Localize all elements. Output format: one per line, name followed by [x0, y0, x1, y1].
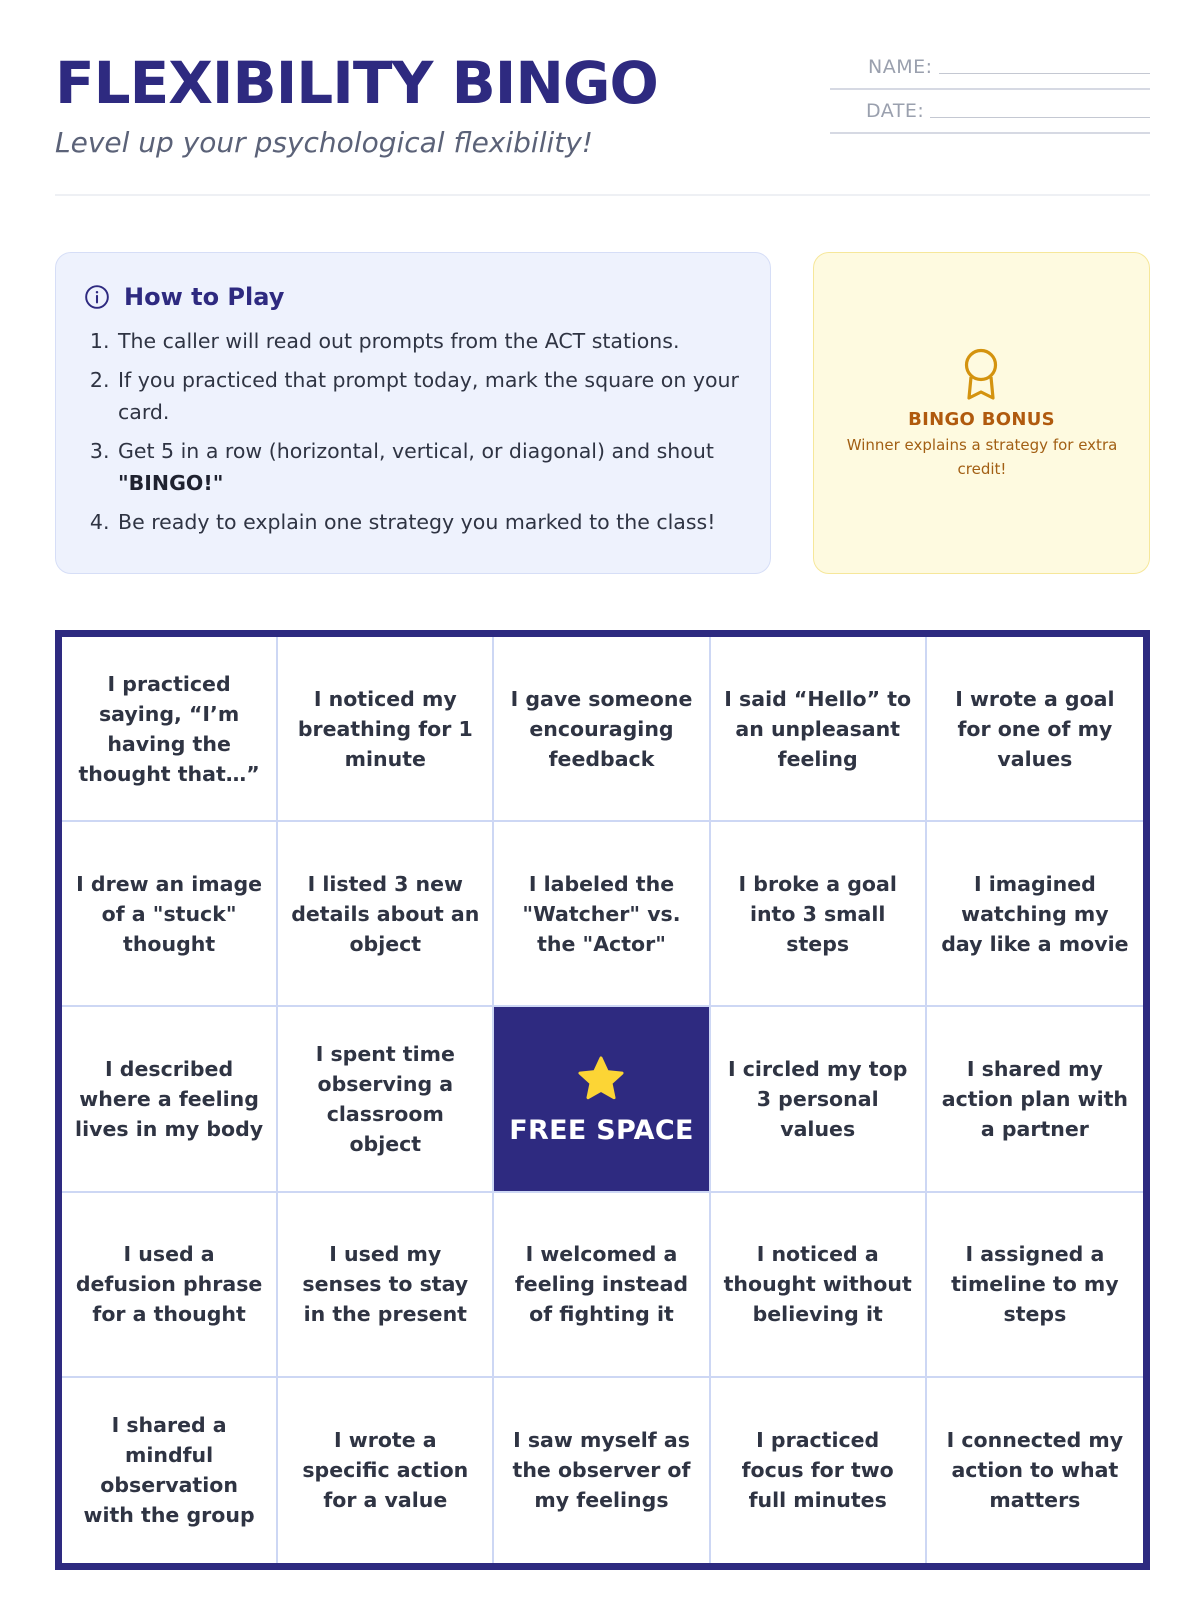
bingo-square[interactable]: I listed 3 new details about an object — [278, 822, 494, 1007]
bingo-square[interactable]: I gave someone encouraging feedback — [494, 637, 710, 822]
bingo-square[interactable]: I saw myself as the observer of my feelings — [494, 1378, 710, 1563]
bingo-square[interactable]: I labeled the "Watcher" vs. the "Actor" — [494, 822, 710, 1007]
bonus-text: Winner explains a strategy for extra credit! — [846, 436, 1118, 478]
header-divider — [55, 194, 1150, 196]
bingo-square[interactable]: I noticed my breathing for 1 minute — [278, 637, 494, 822]
page-subtitle: Level up your psychological flexibility! — [55, 126, 594, 159]
star-icon — [574, 1053, 628, 1105]
bingo-square[interactable]: I spent time observing a classroom object — [278, 1007, 494, 1192]
bingo-square[interactable]: I used a defusion phrase for a thought — [62, 1193, 278, 1378]
step-2: 2. If you practiced that prompt today, mark the square on your card. — [116, 364, 742, 428]
bingo-square[interactable]: I broke a goal into 3 small steps — [711, 822, 927, 1007]
bingo-square[interactable]: I assigned a timeline to my steps — [927, 1193, 1143, 1378]
bingo-square[interactable]: I imagined watching my day like a movie — [927, 822, 1143, 1007]
bingo-square[interactable]: I shared a mindful observation with the group — [62, 1378, 278, 1563]
how-to-play-steps — [84, 325, 742, 538]
bingo-square[interactable]: I described where a feeling lives in my body — [62, 1007, 278, 1192]
how-to-play-header — [84, 283, 742, 311]
bingo-square[interactable]: I used my senses to stay in the present — [278, 1193, 494, 1378]
bingo-square[interactable]: I noticed a thought without believing it — [711, 1193, 927, 1378]
page-title: FLEXIBILITY BINGO — [55, 49, 658, 117]
worksheet-page — [55, 0, 1150, 1600]
bingo-square[interactable]: I said “Hello” to an unpleasant feeling — [711, 637, 927, 822]
name-blank[interactable] — [939, 73, 1150, 74]
step-3-text: Get 5 in a row (horizontal, vertical, or diagonal) and shout — [118, 439, 714, 463]
date-field[interactable] — [830, 90, 1150, 134]
name-label: NAME: — [868, 56, 933, 78]
award-icon — [960, 347, 1002, 401]
bingo-square[interactable]: I wrote a goal for one of my values — [927, 637, 1143, 822]
bingo-square[interactable]: I wrote a specific action for a value — [278, 1378, 494, 1563]
bingo-bonus-panel — [813, 252, 1150, 574]
free-space-square[interactable] — [494, 1007, 710, 1192]
step-3 — [116, 435, 742, 499]
bingo-square[interactable]: I shared my action plan with a partner — [927, 1007, 1143, 1192]
info-icon — [84, 284, 110, 310]
step-3-emphasis: "BINGO!" — [118, 471, 224, 495]
bingo-square[interactable]: I drew an image of a "stuck" thought — [62, 822, 278, 1007]
student-info — [830, 46, 1150, 134]
step-1: 1. The caller will read out prompts from the ACT stations. — [116, 325, 742, 357]
bingo-square[interactable]: I welcomed a feeling instead of fighting it — [494, 1193, 710, 1378]
how-to-play-panel — [55, 252, 771, 574]
step-4: 4. Be ready to explain one strategy you marked to the class! — [116, 506, 742, 538]
date-label: DATE: — [866, 100, 925, 122]
name-field[interactable] — [830, 46, 1150, 90]
date-blank[interactable] — [930, 117, 1150, 118]
bingo-card — [55, 630, 1150, 1570]
bingo-square[interactable]: I circled my top 3 personal values — [711, 1007, 927, 1192]
free-space-label: FREE SPACE — [509, 1115, 694, 1147]
bingo-square[interactable]: I connected my action to what matters — [946, 1428, 1124, 1513]
bingo-square[interactable]: I practiced focus for two full minutes — [711, 1378, 927, 1563]
bonus-title: BINGO BONUS — [908, 409, 1055, 430]
bingo-square[interactable]: I practiced saying, “I’m having the thought that…” — [62, 637, 278, 822]
how-to-play-title: How to Play — [124, 283, 285, 311]
